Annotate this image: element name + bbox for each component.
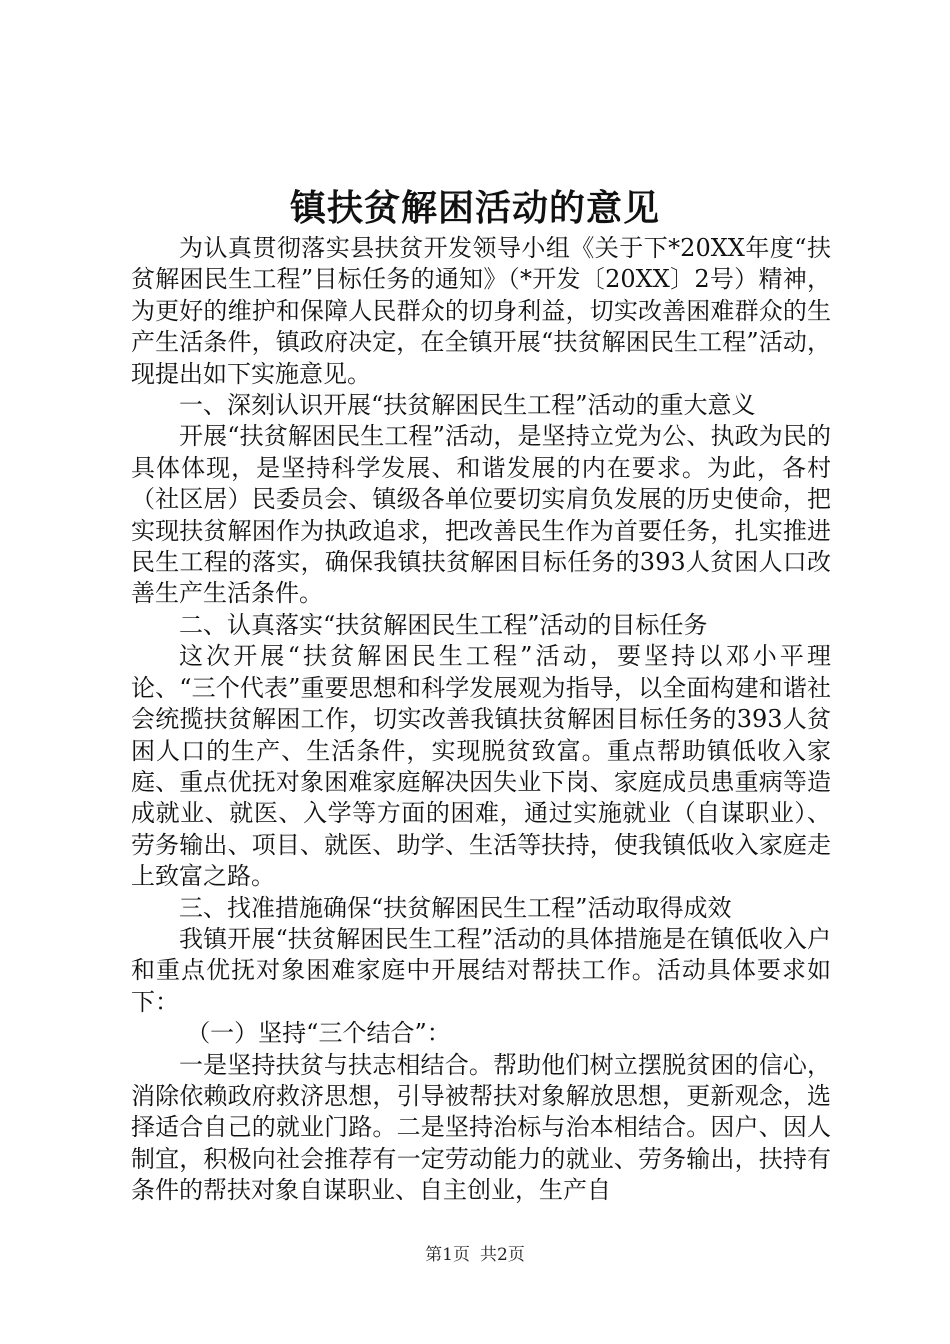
subsection-heading-1: （一）坚持“三个结合”：: [186, 1019, 451, 1048]
page-footer: [0, 1243, 950, 1267]
section-heading-1: 一、深刻认识开展“扶贫解困民生工程”活动的重大意义: [179, 391, 756, 420]
intro-paragraph: 为认真贯彻落实县扶贫开发领导小组《关于下*20XX年度“扶贫解困民生工程”目标任务的通知》（*开发〔20XX〕2号）精神，为更好的维护和保障人民群众的切身利益，切实改善困难群众的生产生活条件，镇政府决定，在全镇开展“扶贫解困民生工程”活动，现提出如下实施意见。: [131, 234, 831, 388]
document-title: 镇扶贫解困活动的意见: [289, 187, 660, 229]
section-heading-3: 三、找准措施确保“扶贫解困民生工程”活动取得成效: [179, 893, 732, 922]
section-heading-2: 二、认真落实“扶贫解困民生工程”活动的目标任务: [179, 610, 708, 639]
page-number: 第1页: [425, 1245, 470, 1265]
page-total: 共2页: [480, 1245, 525, 1265]
section-2-paragraph: 这次开展“扶贫解困民生工程”活动，要坚持以邓小平理论、“三个代表”重要思想和科学发展观为指导，以全面构建和谐社会统揽扶贫解困工作，切实改善我镇扶贫解困目标任务的393人贫困人口的生产、生活条件，实现脱贫致富。重点帮助镇低收入家庭、重点优抚对象困难家庭解决因失业下岗、家庭成员患重病等造成就业、就医、入学等方面的困难，通过实施就业（自谋职业）、劳务输出、项目、就医、助学、生活等扶持，使我镇低收入家庭走上致富之路。: [131, 642, 831, 891]
section-3-paragraph: 我镇开展“扶贫解困民生工程”活动的具体措施是在镇低收入户和重点优抚对象困难家庭中开展结对帮扶工作。活动具体要求如下：: [131, 924, 831, 1016]
document-body: [131, 233, 831, 1207]
subsection-1-paragraph: 一是坚持扶贫与扶志相结合。帮助他们树立摆脱贫困的信心，消除依赖政府救济思想，引导被帮扶对象解放思想，更新观念，选择适合自己的就业门路。二是坚持治标与治本相结合。因户、因人制宜，积极向社会推荐有一定劳动能力的就业、劳务输出，扶持有条件的帮扶对象自谋职业、自主创业，生产自: [131, 1050, 831, 1205]
section-1-paragraph: 开展“扶贫解困民生工程”活动，是坚持立党为公、执政为民的具体体现，是坚持科学发展、和谐发展的内在要求。为此，各村（社区居）民委员会、镇级各单位要切实肩负发展的历史使命，把实现扶贫解困作为执政追求，把改善民生作为首要任务，扎实推进民生工程的落实，确保我镇扶贫解困目标任务的393人贫困人口改善生产生活条件。: [131, 422, 831, 608]
